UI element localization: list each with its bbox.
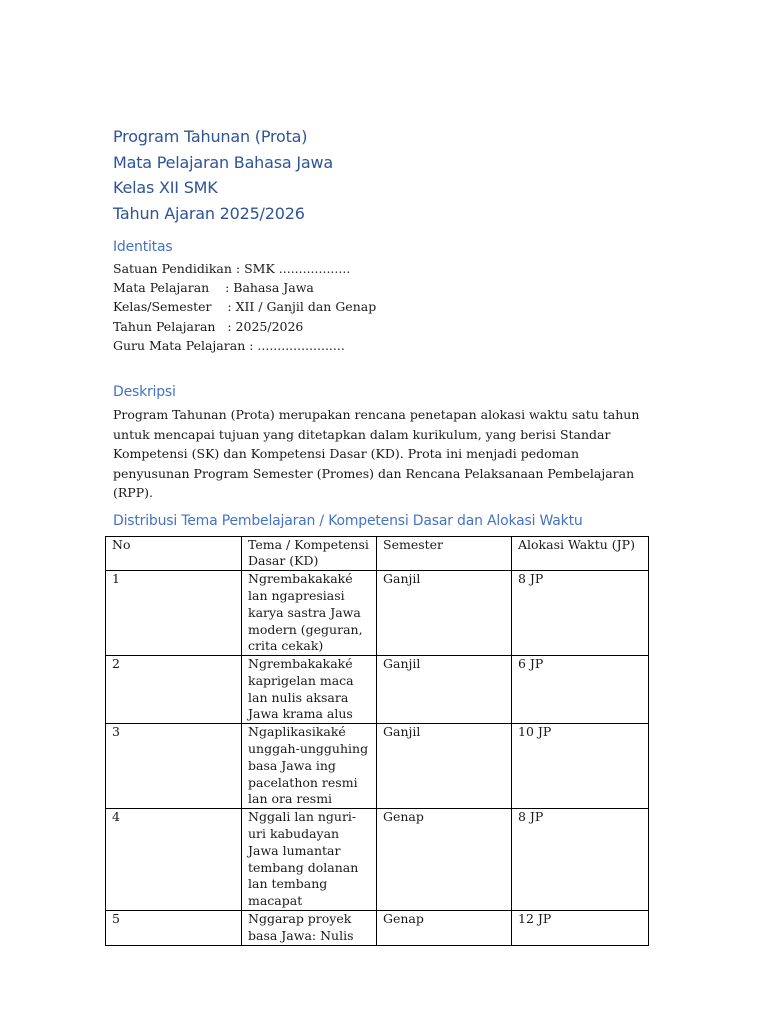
- document-title: [113, 124, 653, 226]
- cell-alokasi: 8 JP: [512, 809, 649, 911]
- cell-semester: Genap: [377, 809, 512, 911]
- identitas-heading: Identitas: [113, 239, 173, 255]
- cell-tema: Ngrembakakaké kaprigelan maca lan nulis aksara Jawa krama alus: [242, 656, 377, 724]
- distribusi-table: [105, 536, 649, 946]
- header-cell-no: No: [106, 536, 242, 571]
- identitas-line: Kelas/Semester : XII / Ganjil dan Genap: [113, 299, 377, 315]
- cell-alokasi: 10 JP: [512, 724, 649, 809]
- cell-tema: Ngrembakakaké lan ngapresiasi karya sastra Jawa modern (geguran, crita cekak): [242, 571, 377, 656]
- cell-tema: Ngaplikasikaké unggah-ungguhing basa Jawa ing pacelathon resmi lan ora resmi: [242, 724, 377, 809]
- cell-no: 3: [106, 724, 242, 809]
- cell-alokasi: 6 JP: [512, 656, 649, 724]
- cell-no: 1: [106, 571, 242, 656]
- cell-alokasi: 8 JP: [512, 571, 649, 656]
- cell-no: 2: [106, 656, 242, 724]
- table-row: [106, 656, 649, 724]
- cell-semester: Ganjil: [377, 724, 512, 809]
- title-line-subject: Mata Pelajaran Bahasa Jawa: [113, 152, 333, 172]
- document-page: [113, 124, 653, 946]
- table-header-row: [106, 536, 649, 571]
- table-row: [106, 724, 649, 809]
- identitas-line: Tahun Pelajaran : 2025/2026: [113, 318, 304, 334]
- table-row: [106, 809, 649, 911]
- distribusi-heading: Distribusi Tema Pembelajaran / Kompetensi Dasar dan Alokasi Waktu: [113, 512, 583, 529]
- header-cell-semester: Semester: [377, 536, 512, 571]
- cell-alokasi: 12 JP: [512, 911, 649, 946]
- cell-no: 5: [106, 911, 242, 946]
- deskripsi-text: Program Tahunan (Prota) merupakan rencana penetapan alokasi waktu satu tahun untuk mencapai tujuan yang ditetapkan dalam kurikulum, yang berisi Standar Kompetensi (SK) dan Kompetensi Dasar (KD). Prota ini menjadi pedoman penyusunan Program Semester (Promes) dan Rencana Pelaksanaan Pembelajaran (RPP).: [113, 407, 640, 501]
- identitas-line: Satuan Pendidikan : SMK ..................: [113, 261, 351, 276]
- cell-tema: Nggarap proyek basa Jawa: Nulis: [242, 911, 377, 946]
- title-line-class: Kelas XII SMK: [113, 178, 218, 197]
- table-row: [106, 911, 649, 946]
- identitas-line: Mata Pelajaran : Bahasa Jawa: [113, 280, 314, 296]
- header-cell-alokasi: Alokasi Waktu (JP): [512, 536, 649, 571]
- identitas-line: Guru Mata Pelajaran : ......................: [113, 337, 345, 353]
- cell-no: 4: [106, 809, 242, 911]
- cell-semester: Ganjil: [377, 571, 512, 656]
- title-line-year: Tahun Ajaran 2025/2026: [113, 203, 305, 223]
- cell-semester: Genap: [377, 911, 512, 946]
- identitas-list: [113, 259, 653, 355]
- title-line-program: Program Tahunan (Prota): [113, 127, 308, 146]
- table-row: [106, 571, 649, 656]
- header-cell-tema: Tema / Kompetensi Dasar (KD): [242, 536, 377, 571]
- cell-tema: Nggali lan nguri-uri kabudayan Jawa lumantar tembang dolanan lan tembang macapat: [242, 809, 377, 911]
- deskripsi-heading: Deskripsi: [113, 384, 176, 401]
- cell-semester: Ganjil: [377, 656, 512, 724]
